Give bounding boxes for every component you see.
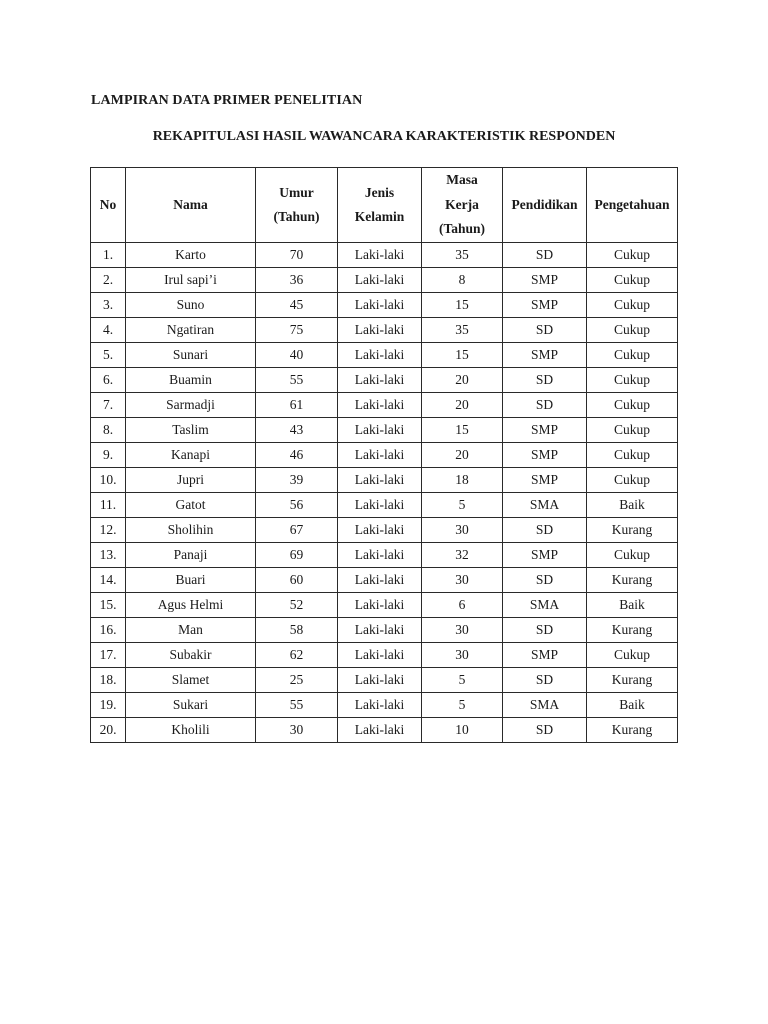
cell-nama: Kanapi — [126, 443, 256, 468]
table-row — [91, 643, 678, 668]
cell-masa-kerja: 6 — [422, 593, 503, 618]
cell-pengetahuan: Cukup — [587, 293, 678, 318]
page-title: LAMPIRAN DATA PRIMER PENELITIAN — [91, 93, 363, 108]
header-masa-kerja-line-3: (Tahun) — [438, 221, 486, 237]
cell-masa-kerja: 32 — [422, 543, 503, 568]
cell-pengetahuan: Cukup — [587, 643, 678, 668]
cell-no: 11. — [91, 493, 126, 518]
cell-umur: 45 — [256, 293, 338, 318]
cell-jenis-kelamin: Laki-laki — [338, 643, 422, 668]
header-umur-line-1: Umur — [279, 184, 314, 200]
cell-pendidikan: SD — [503, 393, 587, 418]
cell-umur: 60 — [256, 568, 338, 593]
cell-jenis-kelamin: Laki-laki — [338, 268, 422, 293]
cell-no: 18. — [91, 668, 126, 693]
cell-masa-kerja: 5 — [422, 693, 503, 718]
cell-umur: 46 — [256, 443, 338, 468]
cell-no: 9. — [91, 443, 126, 468]
header-no — [91, 168, 126, 243]
cell-umur: 75 — [256, 318, 338, 343]
header-masa-kerja-line-1: Masa — [446, 172, 478, 188]
cell-umur: 55 — [256, 693, 338, 718]
cell-masa-kerja: 18 — [422, 468, 503, 493]
table-header — [91, 168, 678, 243]
cell-jenis-kelamin: Laki-laki — [338, 543, 422, 568]
table-row — [91, 493, 678, 518]
header-umur — [256, 168, 338, 243]
cell-jenis-kelamin: Laki-laki — [338, 493, 422, 518]
cell-masa-kerja: 10 — [422, 718, 503, 743]
table-row — [91, 393, 678, 418]
header-pendidikan-text: Pendidikan — [511, 196, 578, 212]
cell-jenis-kelamin: Laki-laki — [338, 343, 422, 368]
header-nama-text: Nama — [173, 196, 208, 212]
cell-no: 14. — [91, 568, 126, 593]
cell-umur: 70 — [256, 243, 338, 268]
cell-no: 10. — [91, 468, 126, 493]
table-body — [91, 243, 678, 743]
table-title-text: REKAPITULASI HASIL WAWANCARA KARAKTERISTIK RESPONDEN — [152, 129, 616, 144]
table-row — [91, 543, 678, 568]
cell-pendidikan: SMP — [503, 293, 587, 318]
cell-pengetahuan: Baik — [587, 593, 678, 618]
cell-no: 3. — [91, 293, 126, 318]
cell-masa-kerja: 35 — [422, 243, 503, 268]
cell-nama: Sunari — [126, 343, 256, 368]
cell-masa-kerja: 15 — [422, 343, 503, 368]
cell-masa-kerja: 15 — [422, 418, 503, 443]
cell-no: 4. — [91, 318, 126, 343]
cell-nama: Ngatiran — [126, 318, 256, 343]
cell-nama: Sholihin — [126, 518, 256, 543]
cell-pengetahuan: Cukup — [587, 543, 678, 568]
cell-pengetahuan: Cukup — [587, 418, 678, 443]
cell-masa-kerja: 35 — [422, 318, 503, 343]
cell-no: 7. — [91, 393, 126, 418]
header-nama — [126, 168, 256, 243]
table-row — [91, 368, 678, 393]
cell-no: 2. — [91, 268, 126, 293]
cell-pengetahuan: Kurang — [587, 568, 678, 593]
cell-jenis-kelamin: Laki-laki — [338, 693, 422, 718]
cell-pendidikan: SD — [503, 618, 587, 643]
table-row — [91, 518, 678, 543]
table-row — [91, 693, 678, 718]
cell-pendidikan: SD — [503, 568, 587, 593]
cell-no: 1. — [91, 243, 126, 268]
header-pengetahuan — [587, 168, 678, 243]
cell-umur: 36 — [256, 268, 338, 293]
cell-nama: Jupri — [126, 468, 256, 493]
cell-umur: 30 — [256, 718, 338, 743]
cell-pengetahuan: Kurang — [587, 518, 678, 543]
cell-pengetahuan: Cukup — [587, 343, 678, 368]
cell-pengetahuan: Cukup — [587, 268, 678, 293]
cell-pengetahuan: Cukup — [587, 393, 678, 418]
cell-pendidikan: SMP — [503, 418, 587, 443]
header-masa-kerja-line-2: Kerja — [445, 196, 479, 212]
cell-umur: 43 — [256, 418, 338, 443]
cell-pendidikan: SMP — [503, 443, 587, 468]
cell-umur: 55 — [256, 368, 338, 393]
cell-masa-kerja: 20 — [422, 443, 503, 468]
cell-masa-kerja: 5 — [422, 668, 503, 693]
cell-umur: 69 — [256, 543, 338, 568]
cell-nama: Suno — [126, 293, 256, 318]
cell-jenis-kelamin: Laki-laki — [338, 468, 422, 493]
table-row — [91, 668, 678, 693]
cell-umur: 52 — [256, 593, 338, 618]
cell-jenis-kelamin: Laki-laki — [338, 243, 422, 268]
cell-pendidikan: SMP — [503, 643, 587, 668]
cell-jenis-kelamin: Laki-laki — [338, 368, 422, 393]
header-jenis-kelamin — [338, 168, 422, 243]
cell-pengetahuan: Cukup — [587, 443, 678, 468]
cell-jenis-kelamin: Laki-laki — [338, 568, 422, 593]
cell-no: 17. — [91, 643, 126, 668]
cell-pengetahuan: Baik — [587, 693, 678, 718]
cell-pengetahuan: Kurang — [587, 618, 678, 643]
header-masa-kerja — [422, 168, 503, 243]
cell-jenis-kelamin: Laki-laki — [338, 668, 422, 693]
cell-umur: 62 — [256, 643, 338, 668]
cell-nama: Subakir — [126, 643, 256, 668]
cell-jenis-kelamin: Laki-laki — [338, 318, 422, 343]
cell-pengetahuan: Baik — [587, 493, 678, 518]
cell-pengetahuan: Cukup — [587, 368, 678, 393]
cell-masa-kerja: 8 — [422, 268, 503, 293]
cell-masa-kerja: 15 — [422, 293, 503, 318]
cell-jenis-kelamin: Laki-laki — [338, 293, 422, 318]
cell-no: 5. — [91, 343, 126, 368]
header-no-text: No — [99, 196, 117, 212]
cell-no: 20. — [91, 718, 126, 743]
cell-pendidikan: SMP — [503, 343, 587, 368]
cell-nama: Man — [126, 618, 256, 643]
cell-pendidikan: SMA — [503, 593, 587, 618]
cell-pendidikan: SD — [503, 318, 587, 343]
cell-pendidikan: SD — [503, 718, 587, 743]
header-pendidikan — [503, 168, 587, 243]
cell-no: 12. — [91, 518, 126, 543]
table-row — [91, 718, 678, 743]
cell-nama: Slamet — [126, 668, 256, 693]
table-title — [0, 129, 768, 145]
cell-umur: 40 — [256, 343, 338, 368]
cell-pendidikan: SD — [503, 243, 587, 268]
cell-nama: Irul sapi’i — [126, 268, 256, 293]
cell-pendidikan: SD — [503, 518, 587, 543]
table-row — [91, 618, 678, 643]
cell-umur: 39 — [256, 468, 338, 493]
cell-jenis-kelamin: Laki-laki — [338, 618, 422, 643]
cell-nama: Karto — [126, 243, 256, 268]
cell-pendidikan: SD — [503, 368, 587, 393]
table-row — [91, 593, 678, 618]
cell-masa-kerja: 20 — [422, 393, 503, 418]
table-row — [91, 418, 678, 443]
cell-nama: Agus Helmi — [126, 593, 256, 618]
cell-pendidikan: SD — [503, 668, 587, 693]
cell-umur: 25 — [256, 668, 338, 693]
cell-jenis-kelamin: Laki-laki — [338, 418, 422, 443]
cell-nama: Kholili — [126, 718, 256, 743]
cell-no: 16. — [91, 618, 126, 643]
cell-jenis-kelamin: Laki-laki — [338, 593, 422, 618]
cell-masa-kerja: 30 — [422, 568, 503, 593]
cell-jenis-kelamin: Laki-laki — [338, 443, 422, 468]
cell-nama: Sarmadji — [126, 393, 256, 418]
cell-nama: Gatot — [126, 493, 256, 518]
cell-nama: Sukari — [126, 693, 256, 718]
cell-umur: 58 — [256, 618, 338, 643]
cell-pengetahuan: Cukup — [587, 243, 678, 268]
table-row — [91, 568, 678, 593]
table-row — [91, 268, 678, 293]
cell-masa-kerja: 30 — [422, 618, 503, 643]
cell-masa-kerja: 5 — [422, 493, 503, 518]
header-row — [91, 168, 678, 243]
header-umur-line-2: (Tahun) — [273, 209, 320, 224]
cell-pendidikan: SMP — [503, 268, 587, 293]
cell-jenis-kelamin: Laki-laki — [338, 518, 422, 543]
table-row — [91, 343, 678, 368]
cell-nama: Taslim — [126, 418, 256, 443]
cell-umur: 61 — [256, 393, 338, 418]
cell-pengetahuan: Kurang — [587, 668, 678, 693]
cell-no: 15. — [91, 593, 126, 618]
cell-jenis-kelamin: Laki-laki — [338, 393, 422, 418]
cell-pendidikan: SMA — [503, 493, 587, 518]
table-row — [91, 243, 678, 268]
cell-masa-kerja: 20 — [422, 368, 503, 393]
cell-pendidikan: SMP — [503, 543, 587, 568]
cell-umur: 67 — [256, 518, 338, 543]
cell-pendidikan: SMA — [503, 693, 587, 718]
cell-jenis-kelamin: Laki-laki — [338, 718, 422, 743]
header-pengetahuan-text: Pengetahuan — [594, 196, 670, 212]
cell-no: 8. — [91, 418, 126, 443]
cell-pengetahuan: Kurang — [587, 718, 678, 743]
table-row — [91, 293, 678, 318]
cell-masa-kerja: 30 — [422, 643, 503, 668]
header-jenis-kelamin-line-1: Jenis — [364, 184, 395, 200]
cell-nama: Panaji — [126, 543, 256, 568]
cell-no: 19. — [91, 693, 126, 718]
table-row — [91, 318, 678, 343]
respondent-table — [90, 167, 678, 743]
cell-no: 6. — [91, 368, 126, 393]
cell-no: 13. — [91, 543, 126, 568]
cell-pendidikan: SMP — [503, 468, 587, 493]
cell-pengetahuan: Cukup — [587, 318, 678, 343]
table-row — [91, 443, 678, 468]
cell-nama: Buari — [126, 568, 256, 593]
header-jenis-kelamin-line-2: Kelamin — [354, 209, 405, 224]
cell-nama: Buamin — [126, 368, 256, 393]
cell-masa-kerja: 30 — [422, 518, 503, 543]
cell-umur: 56 — [256, 493, 338, 518]
cell-pengetahuan: Cukup — [587, 468, 678, 493]
table-row — [91, 468, 678, 493]
